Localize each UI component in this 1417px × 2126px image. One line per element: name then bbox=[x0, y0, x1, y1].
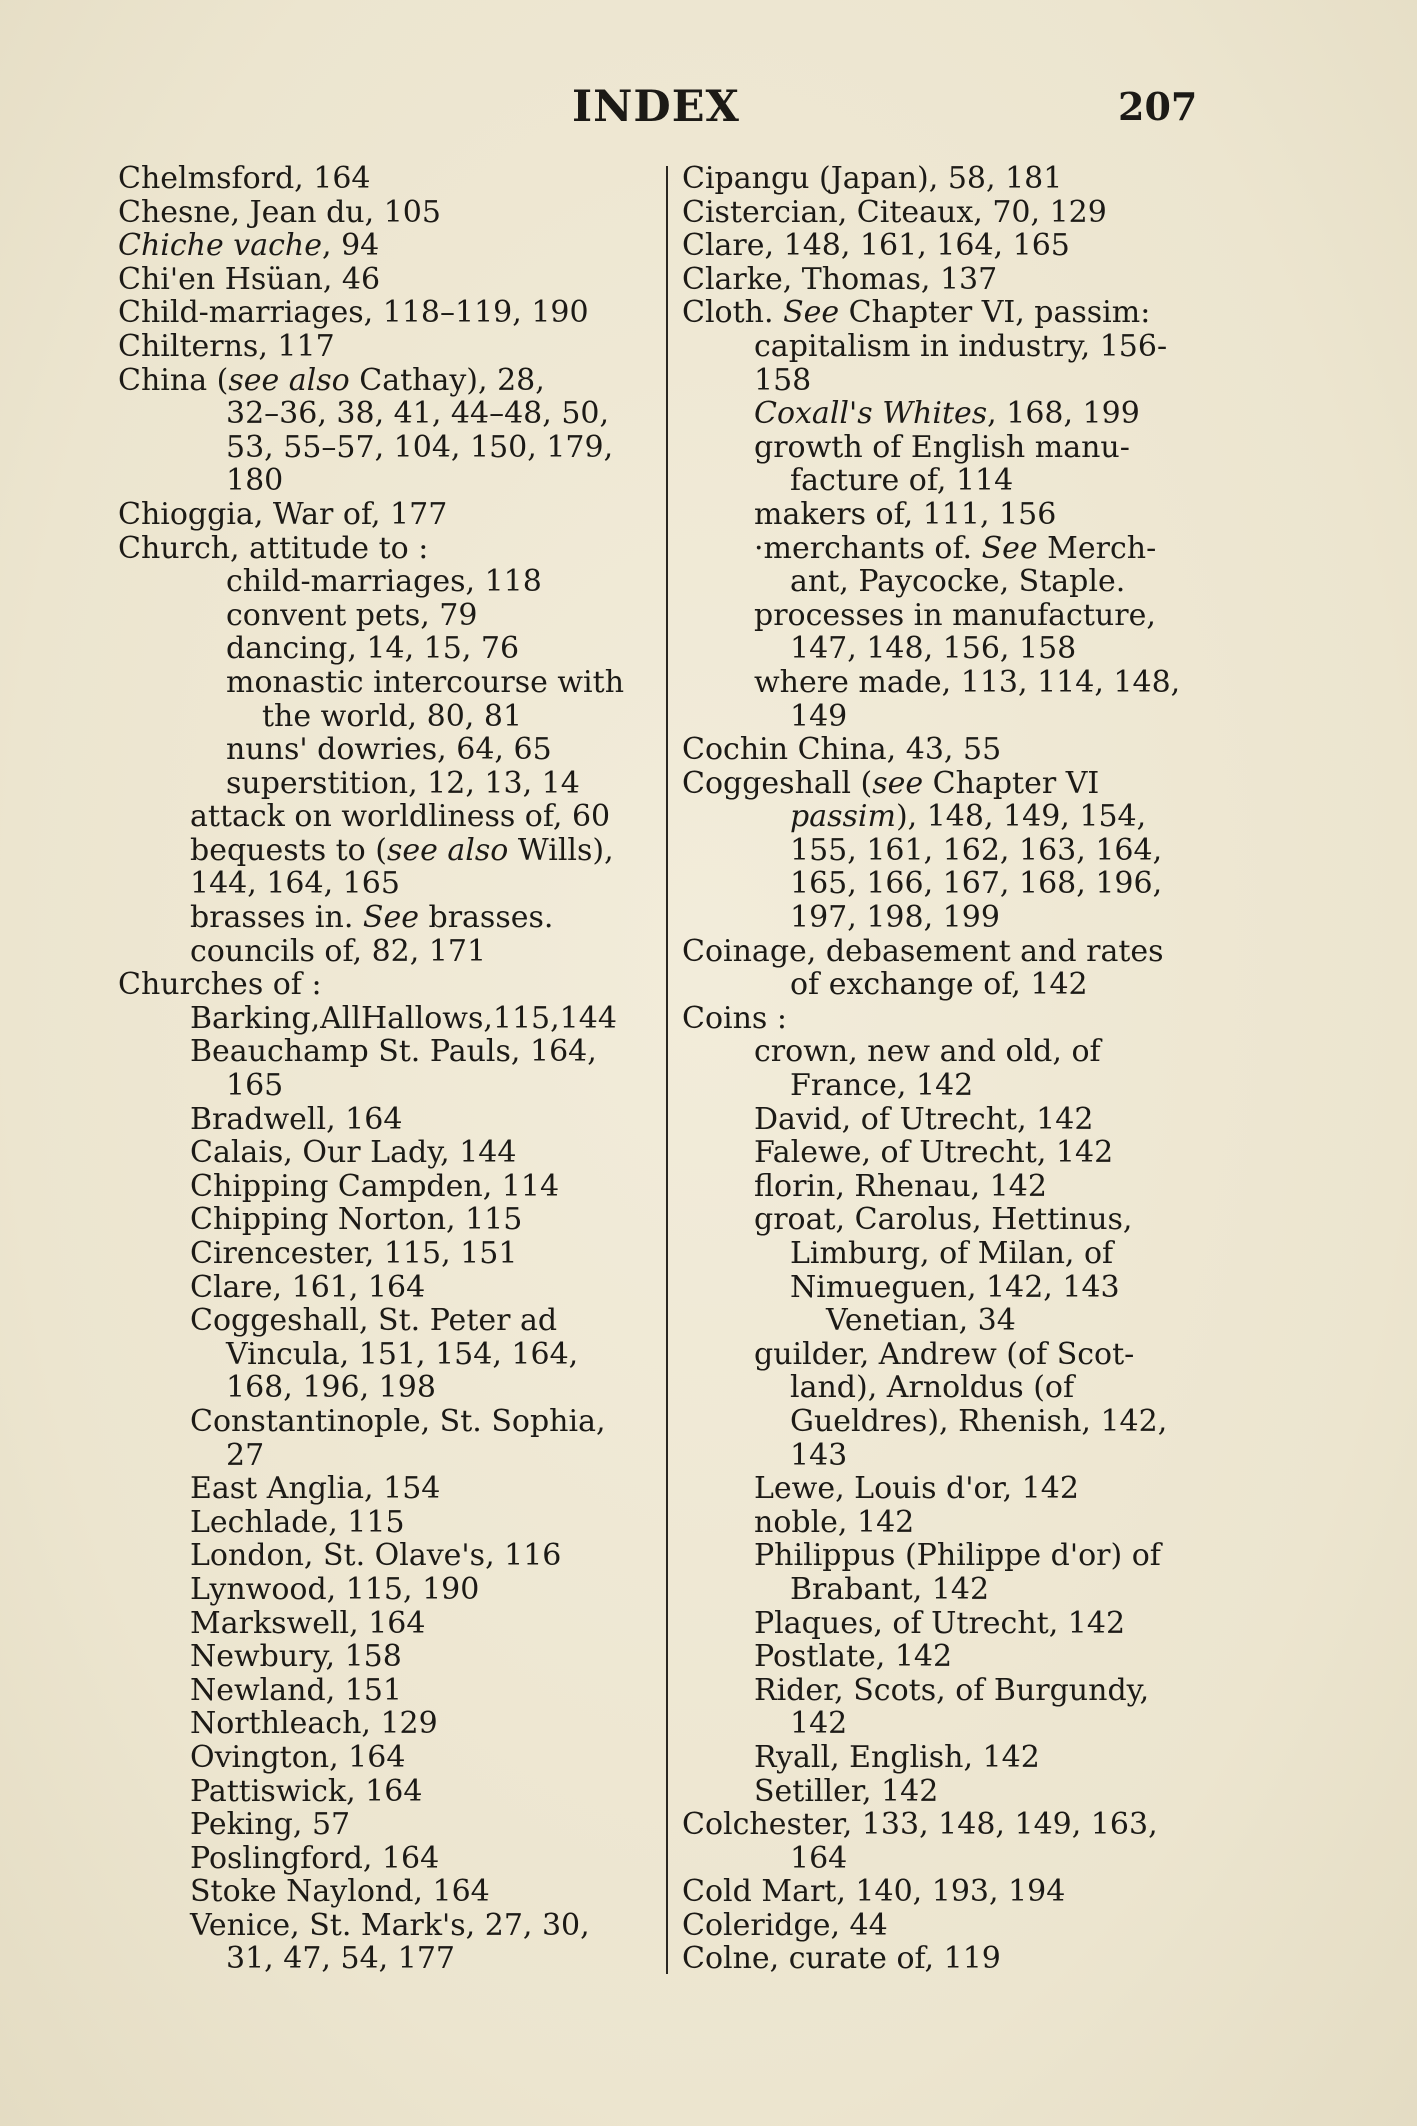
index-entry-line: Chilterns, 117 bbox=[118, 328, 335, 364]
index-entry-line: Bradwell, 164 bbox=[190, 1101, 403, 1137]
index-entry-line: Cold Mart, 140, 193, 194 bbox=[682, 1874, 1066, 1910]
index-entry-line: Clare, 161, 164 bbox=[190, 1269, 426, 1305]
index-entry-line: Limburg, of Milan, of bbox=[790, 1236, 1114, 1271]
index-entry-line: Newland, 151 bbox=[190, 1672, 403, 1708]
index-entry-line: capitalism in industry, 156- bbox=[754, 328, 1168, 364]
index-entry-line: Vincula, 151, 154, 164, bbox=[226, 1336, 579, 1372]
index-entry-line: superstition, 12, 13, 14 bbox=[226, 765, 580, 801]
index-entry-line: 147, 148, 156, 158 bbox=[790, 631, 1077, 667]
index-entry-line: child-marriages, 118 bbox=[226, 564, 542, 600]
index-entry-line: 165 bbox=[226, 1068, 284, 1104]
index-entry-line: brasses in. See brasses. bbox=[190, 900, 554, 936]
index-entry-line: David, of Utrecht, 142 bbox=[754, 1101, 1094, 1137]
index-entry-line: 144, 164, 165 bbox=[190, 866, 400, 902]
index-entry-line: facture of, 114 bbox=[790, 463, 1014, 499]
index-entry-line: Colchester, 133, 148, 149, 163, bbox=[682, 1807, 1158, 1843]
index-entry-line: Barking,AllHallows,115,144 bbox=[190, 1000, 617, 1036]
index-entry-line: crown, new and old, of bbox=[754, 1034, 1101, 1070]
index-entry-line: London, St. Olave's, 116 bbox=[190, 1538, 562, 1574]
index-entry-line: Clare, 148, 161, 164, 165 bbox=[682, 228, 1070, 264]
index-entry-line: processes in manufacture, bbox=[754, 597, 1156, 633]
index-entry-line: where made, 113, 114, 148, bbox=[754, 664, 1181, 700]
index-entry-line: 168, 196, 198 bbox=[226, 1370, 436, 1406]
index-entry-line: attack on worldliness of, 60 bbox=[190, 799, 611, 835]
index-entry-line: 158 bbox=[754, 362, 812, 398]
index-entry-line: groat, Carolus, Hettinus, bbox=[754, 1202, 1133, 1238]
index-entry-line: Coggeshall (see Chapter VI bbox=[682, 765, 1100, 801]
index-entry-line: Chipping Norton, 115 bbox=[190, 1202, 523, 1238]
index-entry-line: makers of, 111, 156 bbox=[754, 496, 1057, 532]
index-entry-line: 142 bbox=[790, 1706, 848, 1742]
index-entry-line: councils of, 82, 171 bbox=[190, 933, 487, 969]
index-entry-line: Chiche vache, 94 bbox=[118, 228, 380, 264]
index-entry-line: 143 bbox=[790, 1437, 848, 1473]
index-entry-line: Markswell, 164 bbox=[190, 1605, 426, 1641]
index-entry-line: Beauchamp St. Pauls, 164, bbox=[190, 1034, 597, 1070]
index-entry-line: the world, 80, 81 bbox=[262, 698, 523, 734]
index-entry-line: passim), 148, 149, 154, bbox=[790, 799, 1147, 835]
index-entry-line: 180 bbox=[226, 463, 284, 499]
index-entry-line: Ryall, English, 142 bbox=[754, 1739, 1040, 1775]
index-entry-line: Chi'en Hsüan, 46 bbox=[118, 261, 381, 297]
index-entry-line: China (see also Cathay), 28, bbox=[118, 362, 545, 398]
index-entry-line: Setiller, 142 bbox=[754, 1773, 939, 1809]
index-entry-line: Falewe, of Utrecht, 142 bbox=[754, 1135, 1114, 1171]
index-entry-line: Philippus (Philippe d'or) of bbox=[754, 1538, 1161, 1574]
index-entry-line: Chelmsford, 164 bbox=[118, 161, 371, 196]
index-entry-line: Colne, curate of, 119 bbox=[682, 1941, 1001, 1977]
index-entry-line: 32–36, 38, 41, 44–48, 50, bbox=[226, 396, 610, 432]
index-entry-line: Nimueguen, 142, 143 bbox=[790, 1269, 1120, 1305]
index-entry-line: Coinage, debasement and rates bbox=[682, 933, 1164, 969]
index-entry-line: Chipping Campden, 114 bbox=[190, 1168, 560, 1204]
index-entry-line: Plaques, of Utrecht, 142 bbox=[754, 1605, 1126, 1641]
index-entry-line: monastic intercourse with bbox=[226, 664, 625, 700]
index-entry-line: dancing, 14, 15, 76 bbox=[226, 631, 520, 667]
index-entry-line: Cistercian, Citeaux, 70, 129 bbox=[682, 194, 1107, 230]
index-entry-line: East Anglia, 154 bbox=[190, 1471, 441, 1507]
index-entry-line: Peking, 57 bbox=[190, 1807, 351, 1843]
index-entry-line: 27 bbox=[226, 1437, 265, 1473]
page-title: INDEX bbox=[572, 82, 740, 132]
index-entry-line: Lechlade, 115 bbox=[190, 1504, 405, 1540]
index-entry-line: Constantinople, St. Sophia, bbox=[190, 1403, 606, 1439]
index-entry-line: 31, 47, 54, 177 bbox=[226, 1941, 455, 1977]
index-entry-line: growth of English manu- bbox=[754, 429, 1130, 465]
index-entry-line: 197, 198, 199 bbox=[790, 900, 1000, 936]
index-entry-line: 164 bbox=[790, 1840, 848, 1876]
index-entry-line: Coggeshall, St. Peter ad bbox=[190, 1303, 558, 1339]
index-entry-line: Churches of : bbox=[118, 967, 322, 1003]
index-entry-line: Poslingford, 164 bbox=[190, 1840, 440, 1876]
page-number: 207 bbox=[1118, 84, 1198, 129]
index-entry-line: Coins : bbox=[682, 1000, 787, 1036]
index-entry-line: ant, Paycocke, Staple. bbox=[790, 564, 1126, 600]
index-entry-line: Stoke Naylond, 164 bbox=[190, 1874, 490, 1910]
index-entry-line: Rider, Scots, of Burgundy, bbox=[754, 1672, 1150, 1708]
index-entry-line: Cochin China, 43, 55 bbox=[682, 732, 1002, 768]
index-entry-line: of exchange of, 142 bbox=[790, 967, 1088, 1003]
index-entry-line: guilder, Andrew (of Scot- bbox=[754, 1336, 1135, 1372]
column-divider bbox=[666, 166, 668, 1974]
index-column-right bbox=[682, 162, 1214, 1976]
index-entry-line: noble, 142 bbox=[754, 1504, 915, 1540]
index-entry-line: land), Arnoldus (of bbox=[790, 1370, 1075, 1406]
index-entry-line: France, 142 bbox=[790, 1068, 974, 1104]
index-entry-line: Gueldres), Rhenish, 142, bbox=[790, 1403, 1168, 1439]
index-entry-line: 149 bbox=[790, 698, 848, 734]
index-entry-line: ·merchants of. See Merch- bbox=[754, 530, 1157, 566]
index-entry-line: Coleridge, 44 bbox=[682, 1907, 888, 1943]
index-entry-line: Cloth. See Chapter VI, passim: bbox=[682, 295, 1151, 331]
index-entry-line: Venetian, 34 bbox=[826, 1303, 1016, 1339]
index-entry-line: Newbury, 158 bbox=[190, 1639, 402, 1675]
index-entry-line: Coxall's Whites, 168, 199 bbox=[754, 396, 1140, 432]
index-entry-line: Lewe, Louis d'or, 142 bbox=[754, 1471, 1079, 1507]
index-entry-line: Cirencester, 115, 151 bbox=[190, 1236, 518, 1271]
index-entry-line: Calais, Our Lady, 144 bbox=[190, 1135, 517, 1171]
index-entry-line: Brabant, 142 bbox=[790, 1571, 990, 1607]
index-entry-line: 53, 55–57, 104, 150, 179, bbox=[226, 429, 614, 465]
index-entry-line: nuns' dowries, 64, 65 bbox=[226, 732, 552, 768]
index-column-left bbox=[118, 162, 658, 1976]
index-entry-line: 165, 166, 167, 168, 196, bbox=[790, 866, 1163, 902]
index-entry-line: bequests to (see also Wills), bbox=[190, 832, 614, 868]
index-entry-line: florin, Rhenau, 142 bbox=[754, 1168, 1047, 1204]
index-entry-line: Chesne, Jean du, 105 bbox=[118, 194, 441, 230]
index-entry-line: Child-marriages, 118–119, 190 bbox=[118, 295, 589, 331]
index-entry-line: convent pets, 79 bbox=[226, 597, 478, 633]
index-entry-line: Northleach, 129 bbox=[190, 1706, 438, 1742]
index-entry-line: Chioggia, War of, 177 bbox=[118, 496, 448, 532]
running-head bbox=[0, 78, 1417, 138]
index-entry-line: Clarke, Thomas, 137 bbox=[682, 261, 998, 297]
index-entry-line: Lynwood, 115, 190 bbox=[190, 1571, 480, 1607]
index-entry-line: 155, 161, 162, 163, 164, bbox=[790, 832, 1163, 868]
index-entry-line: Ovington, 164 bbox=[190, 1739, 406, 1775]
index-entry-line: Venice, St. Mark's, 27, 30, bbox=[190, 1907, 590, 1943]
index-entry-line: Pattiswick, 164 bbox=[190, 1773, 423, 1809]
index-entry-line: Postlate, 142 bbox=[754, 1639, 953, 1675]
index-entry-line: Cipangu (Japan), 58, 181 bbox=[682, 161, 1063, 196]
index-entry-line: Church, attitude to : bbox=[118, 530, 429, 566]
